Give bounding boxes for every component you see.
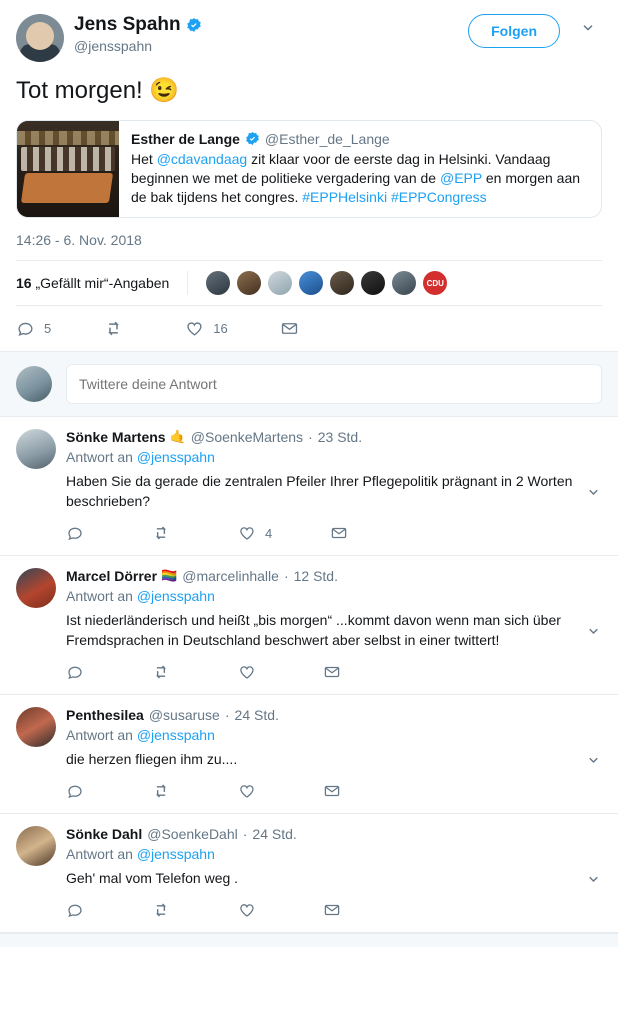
reply-action[interactable] [66, 663, 93, 681]
reply-author-row [66, 429, 577, 445]
share-action[interactable] [330, 524, 348, 542]
reply-author-handle[interactable]: @SoenkeMartens [190, 429, 304, 445]
reply-timestamp[interactable]: 24 Std. [234, 707, 279, 723]
separator-dot: · [283, 568, 289, 584]
tweet-timestamp[interactable]: 14:26 - 6. Nov. 2018 [16, 232, 142, 248]
emoji-icon: 🤙 [169, 429, 186, 444]
reply-actions [66, 511, 577, 555]
author-display-name[interactable]: Jens Spahn [74, 14, 181, 35]
reply-author-row [66, 826, 577, 842]
share-action[interactable] [323, 782, 341, 800]
reply-target-prefix: Antwort an [66, 588, 137, 604]
current-user-avatar[interactable] [16, 366, 52, 402]
retweet-action[interactable] [151, 781, 180, 801]
mention-epp[interactable]: @EPP [439, 170, 482, 186]
reply-target-prefix: Antwort an [66, 449, 137, 465]
reply-actions [66, 888, 577, 932]
reply-action[interactable] [66, 782, 93, 800]
reply-action[interactable] [16, 319, 51, 338]
chevron-down-icon[interactable] [585, 568, 602, 694]
reply-input[interactable] [66, 364, 602, 404]
reply-target-handle[interactable]: @jensspahn [136, 449, 215, 465]
avatar[interactable] [16, 707, 56, 747]
retweet-action[interactable] [151, 900, 180, 920]
share-action[interactable] [323, 663, 341, 681]
main-tweet [0, 0, 618, 351]
bottom-strip [0, 933, 618, 947]
reply-header-row [16, 429, 602, 555]
reply-header-row [16, 568, 602, 694]
hashtag-eppcongress[interactable]: #EPPCongress [390, 189, 487, 205]
liker-avatar[interactable] [392, 271, 416, 295]
separator-dot: · [308, 429, 313, 445]
reply-author-name[interactable]: Marcel Dörrer [66, 568, 158, 584]
reply-author-row [66, 707, 577, 723]
reply-target [66, 727, 577, 743]
reply-author-row [66, 568, 577, 584]
likes-avatar-list [187, 271, 454, 295]
reply-actions [66, 650, 577, 694]
quoted-tweet-card[interactable] [16, 120, 602, 218]
main-tweet-actions [16, 306, 602, 351]
like-count: 16 [213, 321, 228, 336]
reply-item [0, 417, 618, 556]
like-action[interactable] [238, 782, 265, 800]
hashtag-epphelsinki[interactable]: #EPPHelsinki [302, 189, 388, 205]
reply-header-row [16, 707, 602, 813]
reply-item [0, 695, 618, 814]
quoted-text-3: en morgen aan de bak tijdens het congres. [131, 170, 581, 205]
reply-author-name[interactable]: Sönke Dahl [66, 826, 143, 842]
avatar[interactable] [16, 429, 56, 469]
reply-timestamp[interactable]: 23 Std. [317, 429, 363, 445]
like-action[interactable] [238, 524, 272, 542]
like-action[interactable] [238, 901, 265, 919]
retweet-action[interactable] [103, 318, 133, 339]
chevron-down-icon[interactable] [585, 429, 602, 555]
retweet-action[interactable] [151, 662, 180, 682]
avatar[interactable] [16, 14, 64, 62]
reply-composer [0, 351, 618, 417]
reply-author-name[interactable]: Penthesilea [66, 707, 144, 723]
reply-author-handle[interactable]: @susaruse [148, 707, 220, 723]
reply-body [66, 568, 577, 694]
emoji-icon: 🏳️‍🌈 [161, 568, 178, 583]
quoted-author-handle[interactable]: @Esther_de_Lange [264, 131, 390, 147]
avatar[interactable] [16, 826, 56, 866]
likes-number: 16 [16, 275, 32, 291]
author-block [74, 14, 468, 56]
liker-avatar[interactable] [361, 271, 385, 295]
reply-body [66, 707, 577, 813]
likes-row [16, 261, 602, 305]
likes-label: „Gefällt mir“-Angaben [35, 275, 170, 291]
verified-badge-icon [245, 131, 261, 147]
reply-target-handle[interactable]: @jensspahn [136, 727, 215, 743]
reply-author-handle[interactable]: @marcelinhalle [182, 568, 279, 584]
main-tweet-header [16, 14, 602, 62]
reply-header-row [16, 826, 602, 932]
mention-cdavandaag[interactable]: @cdavandaag [156, 151, 248, 167]
follow-button[interactable]: Folgen [468, 14, 560, 48]
quoted-author-name[interactable]: Esther de Lange [131, 131, 240, 147]
reply-text: Ist niederländerisch und heißt „bis morgen“ ...kommt davon wenn man sich über Fremdsprachen in Deutschland beschwert aber selbst in einer twittert! [66, 612, 561, 648]
verified-badge-icon [186, 17, 202, 33]
liker-avatar[interactable] [330, 271, 354, 295]
reply-count: 5 [44, 321, 52, 336]
wink-emoji: 😉 [149, 77, 180, 104]
reply-target-handle[interactable]: @jensspahn [136, 846, 215, 862]
separator-dot: · [242, 826, 248, 842]
liker-avatar[interactable] [237, 271, 261, 295]
chevron-down-icon[interactable] [585, 826, 602, 932]
reply-body [66, 429, 577, 555]
reply-target [66, 449, 577, 465]
chevron-down-icon[interactable] [585, 707, 602, 813]
like-count: 4 [265, 525, 273, 541]
reply-item [0, 556, 618, 695]
reply-target [66, 846, 577, 862]
reply-author-name[interactable]: Sönke Martens [66, 429, 166, 445]
liker-avatar[interactable] [299, 271, 323, 295]
tweet-text-content: Tot morgen! [16, 77, 150, 104]
reply-target-prefix: Antwort an [66, 846, 137, 862]
liker-avatar[interactable] [206, 271, 230, 295]
reply-author-handle[interactable]: @SoenkeDahl [147, 826, 238, 842]
avatar[interactable] [16, 568, 56, 608]
retweet-action[interactable] [151, 523, 180, 543]
quoted-tweet-image[interactable] [17, 121, 119, 217]
share-action[interactable] [280, 319, 308, 338]
quoted-text-2: zit klaar voor de eerste dag in Helsinki. Vandaag beginnen we met de politieke vergadering van de [131, 151, 551, 186]
quoted-text-1: Het [131, 151, 157, 167]
reply-body [66, 826, 577, 932]
reply-text: Geh' mal vom Telefon weg . [66, 870, 239, 886]
liker-avatar-cdu[interactable]: CDU [423, 271, 447, 295]
reply-item [0, 814, 618, 933]
reply-actions [66, 769, 577, 813]
reply-timestamp[interactable]: 24 Std. [252, 826, 297, 842]
liker-avatar[interactable] [268, 271, 292, 295]
reply-target [66, 588, 577, 604]
author-name-row [74, 14, 468, 36]
reply-action[interactable] [66, 524, 93, 542]
quoted-tweet-header [131, 131, 589, 147]
likes-count[interactable] [16, 275, 169, 291]
reply-text: Haben Sie da gerade die zentralen Pfeiler Ihrer Pflegepolitik prägnant in 2 Worten beschrieben? [66, 473, 573, 509]
reply-target-prefix: Antwort an [66, 727, 137, 743]
reply-target-handle[interactable]: @jensspahn [136, 588, 215, 604]
share-action[interactable] [323, 901, 341, 919]
author-handle[interactable]: @jensspahn [74, 38, 153, 54]
like-action[interactable] [185, 319, 227, 338]
like-action[interactable] [238, 663, 265, 681]
reply-text: die herzen fliegen ihm zu.... [66, 751, 238, 767]
quoted-tweet-text [131, 150, 589, 207]
separator-dot: · [224, 707, 230, 723]
tweet-text [16, 76, 602, 106]
reply-action[interactable] [66, 901, 93, 919]
quoted-tweet-body [119, 121, 601, 217]
reply-timestamp[interactable]: 12 Std. [293, 568, 338, 584]
chevron-down-icon[interactable] [574, 14, 602, 42]
